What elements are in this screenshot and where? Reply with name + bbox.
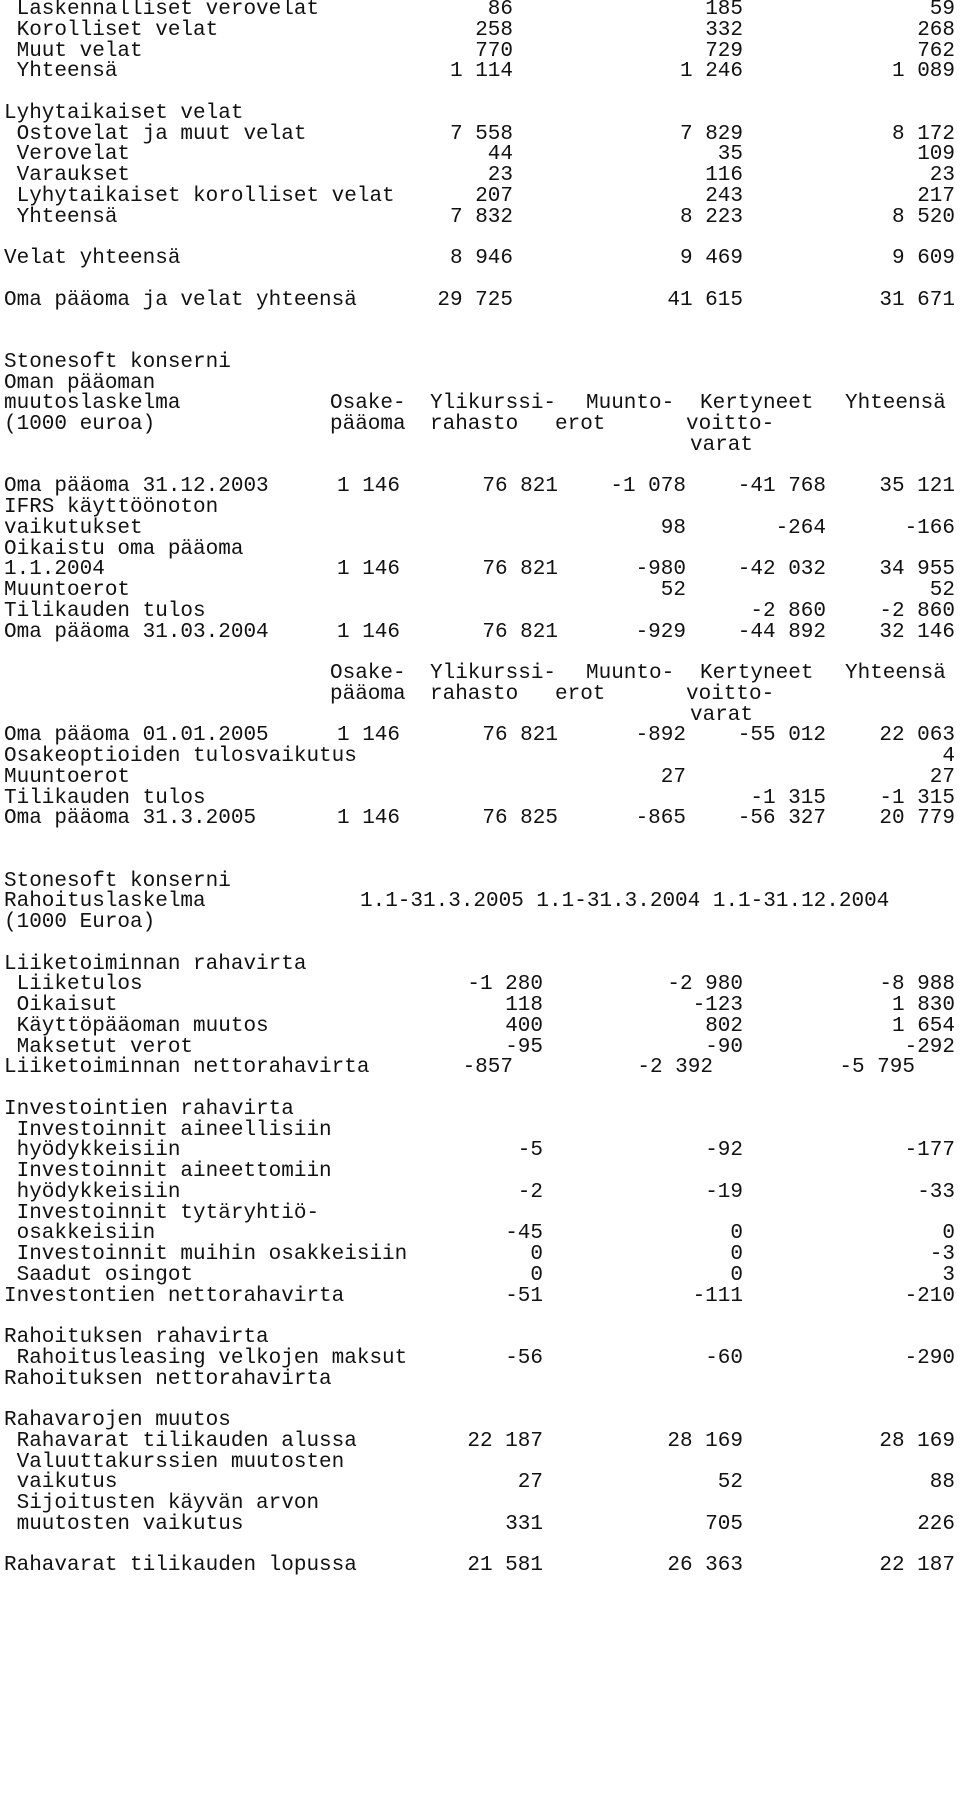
row-label: Tilikauden tulos: [4, 599, 206, 623]
value-col-2: 729: [705, 39, 743, 63]
period-headers: 1.1-31.3.2005 1.1-31.3.2004 1.1-31.12.2004: [360, 890, 890, 914]
value-col-1: 400: [505, 1014, 543, 1038]
value-col-1: 7 832: [449, 205, 513, 229]
value-c5: -2 860: [879, 599, 955, 623]
value-col-3: 1 089: [891, 60, 955, 84]
value-c5: 20 779: [879, 807, 955, 831]
heading-financing: Rahoituksen rahavirta: [4, 1326, 269, 1349]
value-col-3: 59: [929, 0, 955, 21]
value-c3: -980: [635, 558, 686, 582]
financing-net-row: [0, 1368, 960, 1392]
col-header: erot: [555, 413, 606, 436]
total-equity-liabilities-row: [0, 289, 960, 313]
value-col-1: -56: [505, 1346, 543, 1370]
row-label: Osakeoptioiden tulosvaikutus: [4, 745, 357, 768]
value-col-2: 7 829: [679, 122, 743, 146]
unit-text: (1000 Euroa): [4, 911, 156, 934]
value-c2: 76 821: [482, 724, 558, 748]
row-label: Verovelat: [4, 143, 131, 167]
value-col-3: -5 795: [839, 1056, 915, 1080]
value-c5: 27: [929, 765, 955, 789]
value-c5: 52: [929, 579, 955, 602]
value-col-2: -92: [705, 1139, 743, 1163]
value-col-3: 23: [929, 164, 955, 187]
value-col-3: -177: [904, 1139, 955, 1163]
value-col-3: 88: [929, 1471, 955, 1495]
value-c4: -56 327: [737, 807, 826, 831]
value-c4: -41 768: [737, 475, 826, 499]
value-col-1: 86: [487, 0, 513, 21]
value-col-1: 770: [475, 39, 513, 63]
value-c2: 76 821: [482, 558, 558, 582]
value-c2: 76 821: [482, 475, 558, 499]
value-col-1: 21 581: [467, 1554, 543, 1578]
value-col-2: 9 469: [679, 247, 743, 270]
value-col-2: 0: [730, 1243, 743, 1266]
value-col-1: -1 280: [467, 973, 543, 997]
value-col-2: 28 169: [667, 1429, 743, 1453]
equity-title-text: muutoslaskelma: [4, 392, 181, 416]
value-c2: 76 825: [482, 807, 558, 831]
value-col-1: 1 114: [449, 60, 513, 84]
value-col-1: 27: [517, 1471, 543, 1495]
company-name-text: Stonesoft konserni: [4, 869, 231, 893]
value-col-1: -95: [505, 1035, 543, 1059]
value-col-2: -2 392: [637, 1056, 713, 1080]
col-header: voitto-: [686, 413, 775, 436]
value-col-2: -90: [705, 1035, 743, 1059]
value-col-2: 52: [717, 1471, 743, 1495]
value-col-3: 268: [917, 18, 955, 42]
value-c1: 1 146: [336, 724, 400, 748]
value-col-3: 1 654: [891, 1014, 955, 1038]
value-col-2: 1 246: [679, 60, 743, 84]
cash-end-row: [0, 1554, 960, 1578]
row-label: 1.1.2004: [4, 558, 105, 582]
value-c5: -1 315: [879, 786, 955, 810]
row-label: Velat yhteensä: [4, 247, 181, 270]
value-col-2: 705: [705, 1512, 743, 1536]
row-label: Investoinnit aineellisiin: [4, 1118, 332, 1142]
row-label: Saadut osingot: [4, 1263, 194, 1287]
cashflow-title-text: Rahoituslaskelma: [4, 890, 206, 914]
value-col-1: 0: [530, 1263, 543, 1287]
value-col-3: 1 830: [891, 994, 955, 1017]
col-header: Kertyneet: [700, 392, 814, 416]
row-label: Rahavarat tilikauden lopussa: [4, 1554, 357, 1578]
col-header: rahasto: [430, 413, 519, 436]
row-label: Oikaisut: [4, 994, 118, 1017]
value-col-3: -33: [917, 1180, 955, 1204]
value-col-2: 802: [705, 1014, 743, 1038]
equity-header-3: [0, 434, 960, 458]
row-label: Valuuttakurssien muutosten: [4, 1450, 345, 1474]
cashflow-row: [0, 1513, 960, 1537]
value-col-3: 8 172: [891, 122, 955, 146]
value-col-2: 41 615: [667, 288, 743, 312]
value-col-2: 332: [705, 18, 743, 42]
row-label: Investoinnit aineettomiin: [4, 1160, 332, 1183]
col-header: Yhteensä: [845, 662, 946, 685]
value-col-2: -2 980: [667, 973, 743, 997]
value-col-1: 7 558: [449, 122, 513, 146]
row-label: Rahavarat tilikauden alussa: [4, 1429, 357, 1453]
value-c1: 1 146: [336, 558, 400, 582]
row-label: Liiketulos: [4, 973, 143, 997]
value-c5: 34 955: [879, 558, 955, 582]
value-col-3: -8 988: [879, 973, 955, 997]
value-col-1: 22 187: [467, 1429, 543, 1453]
value-c1: 1 146: [336, 807, 400, 831]
value-c4: -264: [775, 516, 826, 540]
row-label: Investoinnit tytäryhtiö-: [4, 1201, 320, 1225]
value-c4: -44 892: [737, 620, 826, 644]
value-col-3: 28 169: [879, 1429, 955, 1453]
col-header: varat: [690, 433, 754, 457]
value-col-2: 185: [705, 0, 743, 21]
cashflow-unit: [0, 911, 960, 935]
heading-cash-change: Rahavarojen muutos: [4, 1409, 231, 1432]
value-c5: 22 063: [879, 724, 955, 748]
value-col-1: -857: [462, 1056, 513, 1080]
value-c5: -166: [904, 516, 955, 540]
value-col-3: 8 520: [891, 205, 955, 229]
value-col-2: -19: [705, 1180, 743, 1204]
equity-title-text: Oman pääoman: [4, 371, 156, 395]
row-label: vaikutus: [4, 1471, 118, 1495]
row-label: Maksetut verot: [4, 1035, 194, 1059]
value-c2: 76 821: [482, 620, 558, 644]
value-col-3: 762: [917, 39, 955, 63]
value-col-3: 0: [942, 1222, 955, 1246]
row-label: Yhteensä: [4, 205, 118, 229]
row-label: Korolliset velat: [4, 18, 219, 42]
col-header: Muunto-: [586, 392, 675, 416]
value-col-1: -51: [505, 1284, 543, 1308]
value-c1: 1 146: [336, 475, 400, 499]
col-header: Muunto-: [586, 662, 675, 685]
row-label: Tilikauden tulos: [4, 786, 206, 810]
value-c4: -1 315: [750, 786, 826, 810]
value-col-3: 22 187: [879, 1554, 955, 1578]
unit-text: (1000 euroa): [4, 413, 156, 436]
row-label: Lyhytaikaiset korolliset velat: [4, 184, 395, 208]
row-label: Oma pääoma 31.03.2004: [4, 620, 269, 644]
value-col-2: -111: [692, 1284, 743, 1308]
row-label: muutosten vaikutus: [4, 1512, 244, 1536]
row-label: Ostovelat ja muut velat: [4, 122, 307, 146]
col-header: pääoma: [330, 413, 406, 436]
value-col-2: 26 363: [667, 1554, 743, 1578]
value-col-1: 207: [475, 184, 513, 208]
row-label: Oma pääoma 31.3.2005: [4, 807, 257, 831]
value-c3: -865: [635, 807, 686, 831]
value-col-1: 258: [475, 18, 513, 42]
row-label: Laskennalliset verovelat: [4, 0, 320, 21]
value-col-1: 8 946: [449, 247, 513, 270]
value-c1: 1 146: [336, 620, 400, 644]
value-col-3: 109: [917, 143, 955, 167]
row-label: Sijoitusten käyvän arvon: [4, 1492, 320, 1515]
heading-investing: Investointien rahavirta: [4, 1097, 294, 1121]
value-c3: -892: [635, 724, 686, 748]
row-label: Investontien nettorahavirta: [4, 1284, 345, 1308]
value-col-2: 0: [730, 1222, 743, 1246]
row-label: hyödykkeisiin: [4, 1139, 181, 1163]
row-label: Rahoitusleasing velkojen maksut: [4, 1346, 408, 1370]
value-c5: 4: [942, 745, 955, 768]
row-label: Investoinnit muihin osakkeisiin: [4, 1243, 408, 1266]
value-col-1: 331: [505, 1512, 543, 1536]
value-col-2: -60: [705, 1346, 743, 1370]
value-col-3: -210: [904, 1284, 955, 1308]
value-col-3: 217: [917, 184, 955, 208]
row-label: Muuntoerot: [4, 579, 131, 602]
col-header: pääoma: [330, 682, 406, 706]
value-c5: 32 146: [879, 620, 955, 644]
equity-row: [0, 807, 960, 831]
value-c3: -929: [635, 620, 686, 644]
value-col-1: 44: [487, 143, 513, 167]
row-label: Oikaistu oma pääoma: [4, 537, 244, 561]
value-col-2: 0: [730, 1263, 743, 1287]
row-label: Oma pääoma 31.12.2003: [4, 475, 269, 499]
row-label: vaikutukset: [4, 516, 143, 540]
value-col-3: -290: [904, 1346, 955, 1370]
value-col-1: 0: [530, 1243, 543, 1266]
operating-net-row: [0, 1056, 960, 1080]
balance-row: [0, 60, 960, 84]
value-c3: 27: [660, 765, 686, 789]
value-c3: 52: [660, 579, 686, 602]
value-c5: 35 121: [879, 475, 955, 499]
value-col-3: 9 609: [891, 247, 955, 270]
row-label: Oma pääoma 01.01.2005: [4, 724, 269, 748]
value-col-1: -2: [517, 1180, 543, 1204]
value-col-2: -123: [692, 994, 743, 1017]
value-col-1: 29 725: [437, 288, 513, 312]
value-col-1: 118: [505, 994, 543, 1017]
value-col-3: 226: [917, 1512, 955, 1536]
row-label: Varaukset: [4, 164, 131, 187]
heading-short-term-liabilities: Lyhytaikaiset velat: [4, 101, 244, 125]
col-header: rahasto: [430, 682, 519, 706]
value-c4: -42 032: [737, 558, 826, 582]
value-c3: 98: [660, 516, 686, 540]
value-col-2: 8 223: [679, 205, 743, 229]
value-col-2: 243: [705, 184, 743, 208]
col-header: voitto-: [686, 682, 775, 706]
row-label: Muuntoerot: [4, 765, 131, 789]
value-col-2: 35: [717, 143, 743, 167]
row-label: Rahoituksen nettorahavirta: [4, 1367, 332, 1391]
col-header: Yhteensä: [845, 392, 946, 416]
total-liabilities-row: [0, 247, 960, 271]
col-header: Ylikurssi-: [430, 662, 557, 685]
value-c4: -2 860: [750, 599, 826, 623]
row-label: IFRS käyttöönoton: [4, 496, 219, 519]
investing-net-row: [0, 1285, 960, 1309]
row-label: Muut velat: [4, 39, 143, 63]
value-col-1: 23: [487, 164, 513, 187]
value-col-3: 3: [942, 1263, 955, 1287]
row-label: Yhteensä: [4, 60, 118, 84]
row-label: Käyttöpääoman muutos: [4, 1014, 269, 1038]
col-header: Kertyneet: [700, 662, 814, 685]
value-col-2: 116: [705, 164, 743, 187]
value-col-1: -45: [505, 1222, 543, 1246]
heading-operating: Liiketoiminnan rahavirta: [4, 952, 307, 976]
col-header: Osake-: [330, 392, 406, 416]
col-header: varat: [690, 703, 754, 727]
row-label: Liiketoiminnan nettorahavirta: [4, 1056, 370, 1080]
value-col-1: -5: [517, 1139, 543, 1163]
row-label: hyödykkeisiin: [4, 1180, 181, 1204]
row-label: Oma pääoma ja velat yhteensä: [4, 288, 357, 312]
value-c3: -1 078: [610, 475, 686, 499]
company-name-text: Stonesoft konserni: [4, 350, 231, 374]
col-header: Osake-: [330, 662, 406, 685]
value-col-3: -3: [929, 1243, 955, 1266]
col-header: Ylikurssi-: [430, 392, 557, 416]
value-c4: -55 012: [737, 724, 826, 748]
equity-row: [0, 621, 960, 645]
row-label: osakkeisiin: [4, 1222, 156, 1246]
value-col-3: 31 671: [879, 288, 955, 312]
balance-row: [0, 206, 960, 230]
col-header: erot: [555, 682, 606, 706]
value-col-3: -292: [904, 1035, 955, 1059]
